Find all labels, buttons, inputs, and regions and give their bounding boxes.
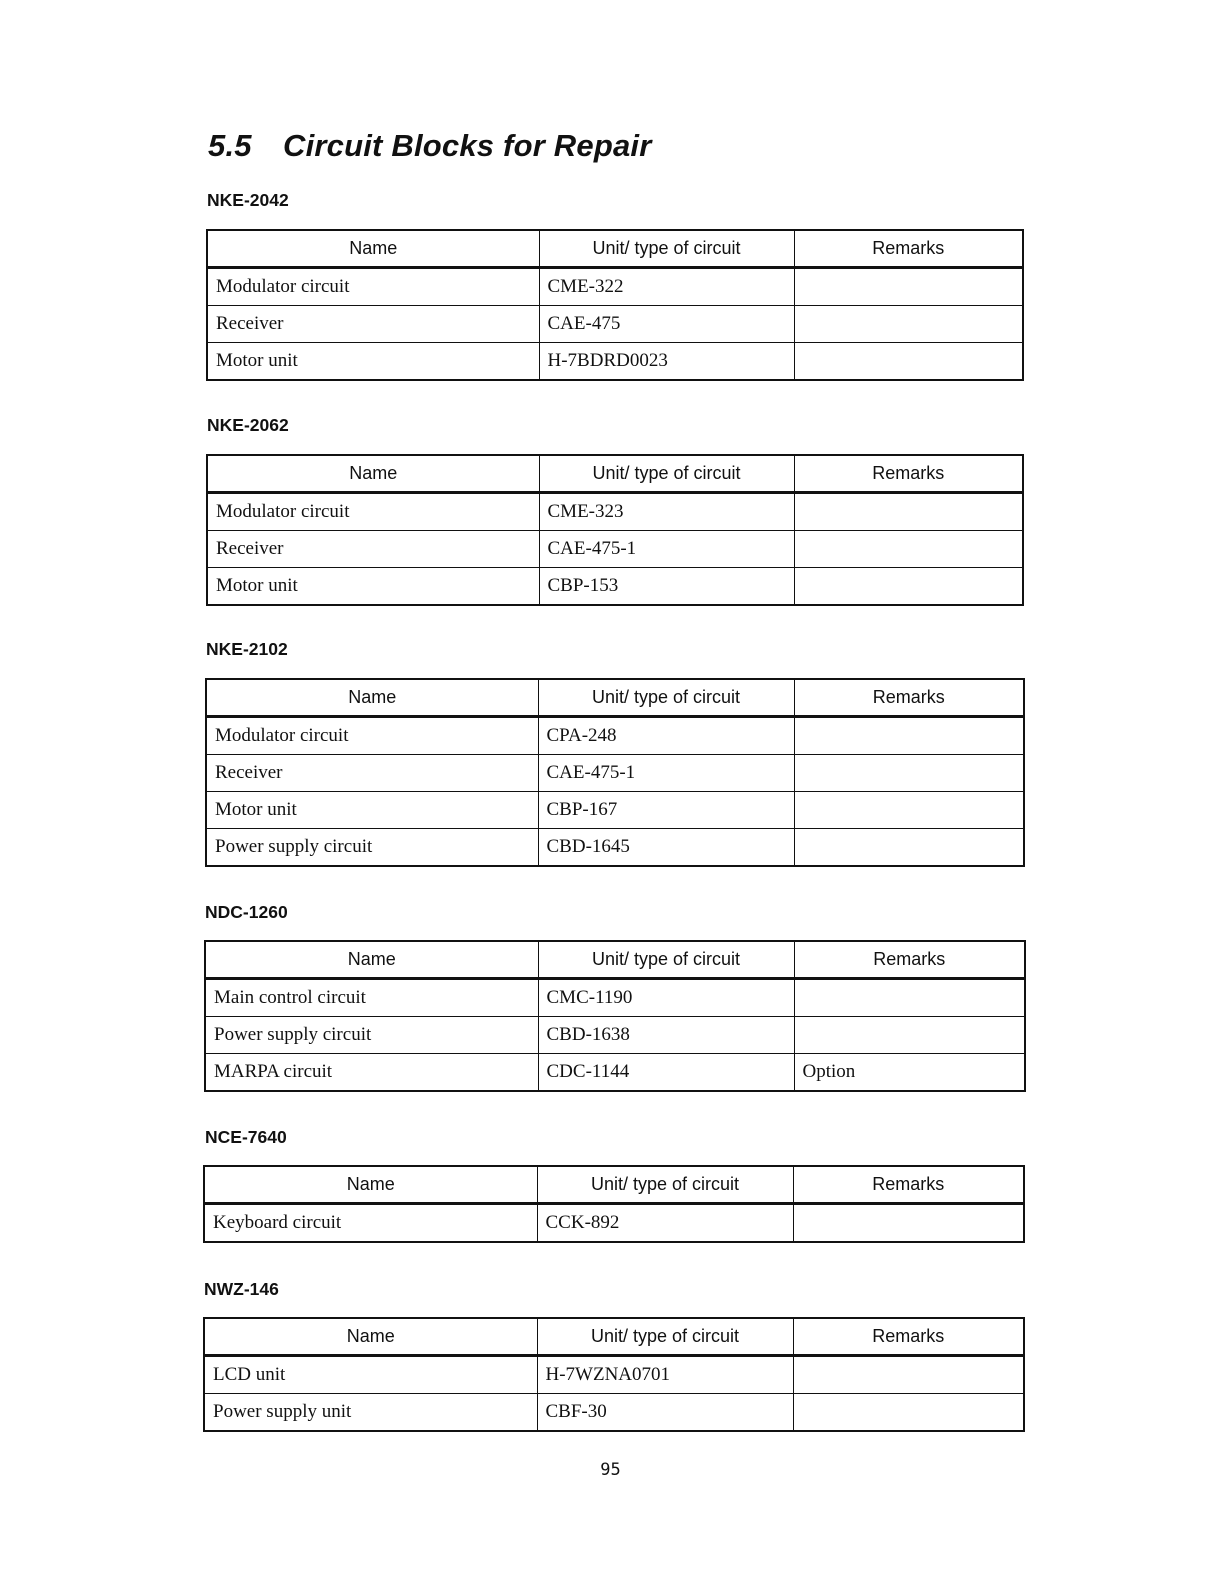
header-name: Name xyxy=(205,941,538,979)
cell-name: Power supply circuit xyxy=(205,1017,538,1054)
table-header-row xyxy=(207,455,1023,493)
table-row xyxy=(206,792,1024,829)
circuit-table xyxy=(204,940,1026,1092)
cell-remarks xyxy=(794,343,1023,381)
model-label: NKE-2062 xyxy=(207,415,289,435)
cell-remarks xyxy=(794,792,1024,829)
cell-name: Main control circuit xyxy=(205,979,538,1017)
model-label: NKE-2042 xyxy=(207,190,289,210)
cell-name: LCD unit xyxy=(204,1356,537,1394)
cell-remarks xyxy=(793,1394,1024,1432)
section-number: 5.5 xyxy=(208,128,252,163)
cell-unit: CME-323 xyxy=(539,493,794,531)
header-remarks: Remarks xyxy=(794,455,1023,493)
table-header-row xyxy=(204,1318,1024,1356)
cell-name: Motor unit xyxy=(207,568,539,606)
header-remarks: Remarks xyxy=(793,1166,1024,1204)
table-row xyxy=(204,1204,1024,1243)
cell-unit: CMC-1190 xyxy=(538,979,794,1017)
header-name: Name xyxy=(207,455,539,493)
cell-remarks: Option xyxy=(794,1054,1025,1092)
cell-unit: CAE-475-1 xyxy=(538,755,794,792)
cell-unit: CAE-475-1 xyxy=(539,531,794,568)
cell-remarks xyxy=(794,568,1023,606)
table-row xyxy=(207,531,1023,568)
table-row xyxy=(206,755,1024,792)
table-header-row xyxy=(204,1166,1024,1204)
cell-name: Receiver xyxy=(207,306,539,343)
table-row xyxy=(205,1017,1025,1054)
table-row xyxy=(207,568,1023,606)
cell-name: Receiver xyxy=(207,531,539,568)
table-row xyxy=(206,717,1024,755)
cell-unit: CDC-1144 xyxy=(538,1054,794,1092)
table-row xyxy=(207,493,1023,531)
title-text: Circuit Blocks for Repair xyxy=(283,128,652,163)
cell-remarks xyxy=(793,1204,1024,1243)
cell-unit: CBP-153 xyxy=(539,568,794,606)
cell-unit: CME-322 xyxy=(539,268,794,306)
table-row xyxy=(205,1054,1025,1092)
cell-name: Modulator circuit xyxy=(207,268,539,306)
circuit-table xyxy=(203,1317,1025,1432)
cell-unit: CAE-475 xyxy=(539,306,794,343)
header-unit: Unit/ type of circuit xyxy=(538,679,794,717)
cell-remarks xyxy=(794,493,1023,531)
cell-remarks xyxy=(794,531,1023,568)
cell-remarks xyxy=(794,717,1024,755)
cell-remarks xyxy=(794,979,1025,1017)
cell-name: Motor unit xyxy=(207,343,539,381)
cell-name: Modulator circuit xyxy=(206,717,538,755)
header-remarks: Remarks xyxy=(794,230,1023,268)
circuit-table xyxy=(206,454,1024,606)
table-row xyxy=(205,979,1025,1017)
header-name: Name xyxy=(204,1318,537,1356)
header-remarks: Remarks xyxy=(794,941,1025,979)
table-row xyxy=(206,829,1024,867)
cell-remarks xyxy=(793,1356,1024,1394)
cell-name: Receiver xyxy=(206,755,538,792)
header-name: Name xyxy=(207,230,539,268)
cell-unit: CCK-892 xyxy=(537,1204,793,1243)
table-row xyxy=(204,1356,1024,1394)
cell-name: MARPA circuit xyxy=(205,1054,538,1092)
cell-unit: CBD-1638 xyxy=(538,1017,794,1054)
cell-unit: CBP-167 xyxy=(538,792,794,829)
cell-name: Power supply unit xyxy=(204,1394,537,1432)
cell-remarks xyxy=(794,268,1023,306)
cell-name: Motor unit xyxy=(206,792,538,829)
table-row xyxy=(207,343,1023,381)
page-number: 95 xyxy=(600,1460,621,1480)
cell-remarks xyxy=(794,1017,1025,1054)
cell-name: Modulator circuit xyxy=(207,493,539,531)
header-unit: Unit/ type of circuit xyxy=(538,941,794,979)
cell-unit: CPA-248 xyxy=(538,717,794,755)
page-title xyxy=(208,128,651,164)
cell-name: Keyboard circuit xyxy=(204,1204,537,1243)
header-unit: Unit/ type of circuit xyxy=(537,1318,793,1356)
model-label: NWZ-146 xyxy=(204,1279,279,1299)
cell-name: Power supply circuit xyxy=(206,829,538,867)
table-row xyxy=(204,1394,1024,1432)
header-remarks: Remarks xyxy=(794,679,1024,717)
cell-unit: H-7BDRD0023 xyxy=(539,343,794,381)
header-remarks: Remarks xyxy=(793,1318,1024,1356)
circuit-table xyxy=(205,678,1025,867)
model-label: NCE-7640 xyxy=(205,1127,287,1147)
table-row xyxy=(207,306,1023,343)
header-unit: Unit/ type of circuit xyxy=(537,1166,793,1204)
model-label: NDC-1260 xyxy=(205,902,288,922)
table-row xyxy=(207,268,1023,306)
table-header-row xyxy=(205,941,1025,979)
circuit-table xyxy=(206,229,1024,381)
header-name: Name xyxy=(206,679,538,717)
cell-remarks xyxy=(794,755,1024,792)
table-header-row xyxy=(207,230,1023,268)
cell-unit: CBD-1645 xyxy=(538,829,794,867)
cell-remarks xyxy=(794,829,1024,867)
table-header-row xyxy=(206,679,1024,717)
cell-unit: H-7WZNA0701 xyxy=(537,1356,793,1394)
header-unit: Unit/ type of circuit xyxy=(539,230,794,268)
cell-unit: CBF-30 xyxy=(537,1394,793,1432)
cell-remarks xyxy=(794,306,1023,343)
model-label: NKE-2102 xyxy=(206,639,288,659)
header-name: Name xyxy=(204,1166,537,1204)
header-unit: Unit/ type of circuit xyxy=(539,455,794,493)
circuit-table xyxy=(203,1165,1025,1243)
